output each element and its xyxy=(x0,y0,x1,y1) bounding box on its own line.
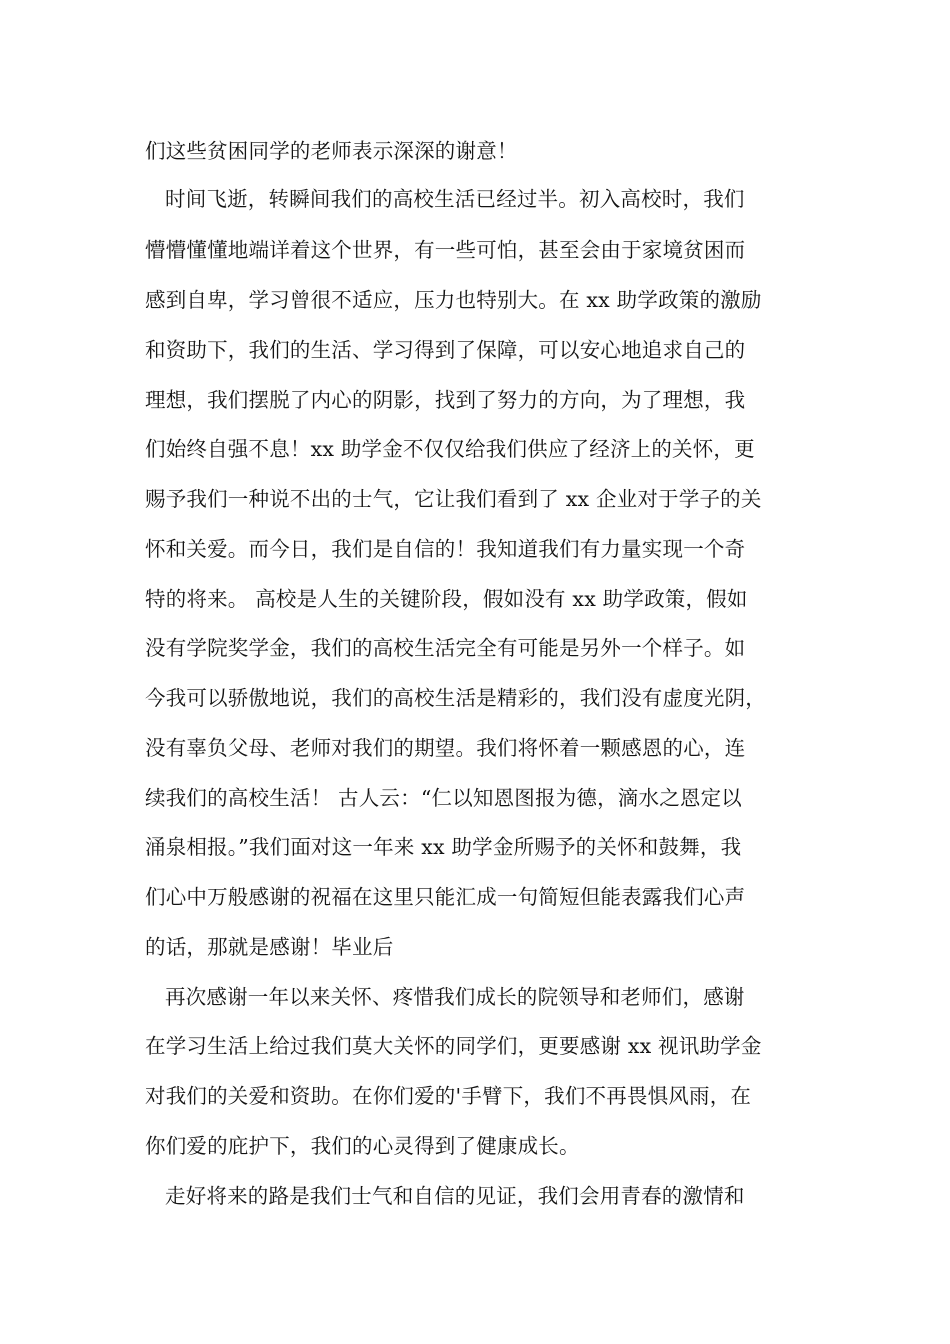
text-line: 没有辜负父母、老师对我们的期望。我们将怀着一颗感恩的心，连 xyxy=(145,736,746,760)
paragraph-start-line: 走好将来的路是我们士气和自信的见证，我们会用青春的激情和 xyxy=(165,1184,745,1208)
text-line: 在学习生活上给过我们莫大关怀的同学们，更要感谢 xx 视讯助学金 xyxy=(145,1034,762,1058)
text-line: 理想，我们摆脱了内心的阴影，找到了努力的方向，为了理想，我 xyxy=(145,388,746,412)
text-line: 赐予我们一种说不出的士气，它让我们看到了 xx 企业对于学子的关 xyxy=(145,487,762,511)
paragraph-start-line: 再次感谢一年以来关怀、疼惜我们成长的院领导和老师们，感谢 xyxy=(165,985,745,1009)
text-line: 感到自卑，学习曾很不适应，压力也特别大。在 xx 助学政策的激励 xyxy=(145,288,762,312)
paragraph-start-line: 时间飞逝，转瞬间我们的高校生活已经过半。初入高校时，我们 xyxy=(165,187,745,211)
text-line: 对我们的关爱和资助。在你们爱的'手臂下，我们不再畏惧风雨，在 xyxy=(145,1084,752,1108)
text-line: 懵懵懂懂地端详着这个世界，有一些可怕，甚至会由于家境贫困而 xyxy=(145,238,746,262)
text-line: 们心中万般感谢的祝福在这里只能汇成一句简短但能表露我们心声 xyxy=(145,885,746,909)
text-line: 怀和关爱。而今日，我们是自信的！我知道我们有力量实现一个奇 xyxy=(145,537,746,561)
text-line: 特的将来。 高校是人生的关键阶段，假如没有 xx 助学政策，假如 xyxy=(145,587,748,611)
text-line: 你们爱的庇护下，我们的心灵得到了健康成长。 xyxy=(145,1134,580,1158)
text-line: 们这些贫困同学的老师表示深深的谢意！ xyxy=(145,139,518,163)
text-line: 和资助下，我们的生活、学习得到了保障，可以安心地追求自己的 xyxy=(145,338,746,362)
text-line: 续我们的高校生活！ 古人云：“仁以知恩图报为德，滴水之恩定以 xyxy=(145,786,742,810)
text-line: 的话，那就是感谢！毕业后 xyxy=(145,935,394,959)
text-line: 没有学院奖学金，我们的高校生活完全有可能是另外一个样子。如 xyxy=(145,636,746,660)
text-line: 们始终自强不息！xx 助学金不仅仅给我们供应了经济上的关怀，更 xyxy=(145,437,755,461)
text-line: 涌泉相报。”我们面对这一年来 xx 助学金所赐予的关怀和鼓舞，我 xyxy=(145,835,742,859)
text-line: 今我可以骄傲地说，我们的高校生活是精彩的，我们没有虚度光阴， xyxy=(145,686,766,710)
